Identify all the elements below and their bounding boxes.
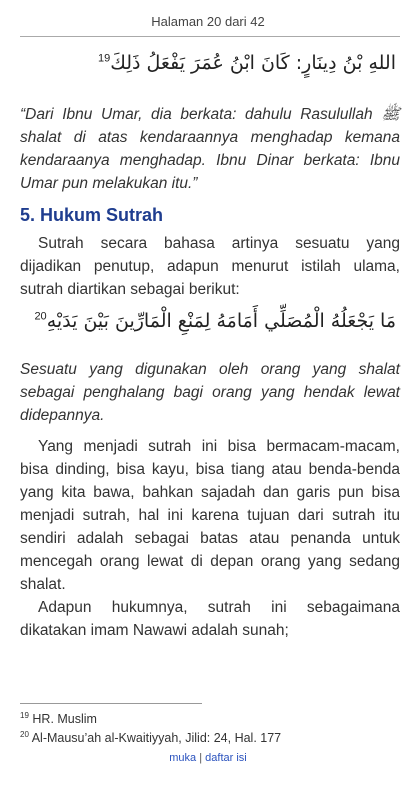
arabic-text-2-body: مَا يَجْعَلُهُ الْمُصَلِّي أَمَامَهُ لِمَنْعِ الْمَارِّينَ بَيْنَ يَدَيْهِ: [46, 310, 396, 332]
section-title: 5. Hukum Sutrah: [20, 205, 164, 225]
arabic-text-1: [20, 52, 396, 74]
footnote-19: [20, 711, 97, 726]
footnote-number: 20: [20, 730, 29, 739]
page-header: Halaman 20 dari 42: [151, 14, 265, 29]
footnote-text: HR. Muslim: [32, 712, 97, 727]
arabic-text-2: [20, 310, 396, 332]
table-of-contents-link[interactable]: daftar isi: [205, 752, 247, 764]
translation-quote-2: Sesuatu yang digunakan oleh orang yang shalat sebagai penghalang bagi orang yang hendak lewat didepannya.: [20, 361, 400, 424]
paragraph-examples: Yang menjadi sutrah ini bisa bermacam-macam, bisa dinding, bisa kayu, bisa tiang atau benda-benda yang kita bawa, bahkan sajadah dan garis pun bisa menjadi sutrah, hal ini karena tujuan dari sutrah itu sendiri adalah sebagai batas atau penanda untuk mencegah orang lewat di depan orang yang sedang shalat.: [20, 438, 400, 593]
header-divider: [20, 36, 400, 37]
translation-quote-1: “Dari Ibnu Umar, dia berkata: dahulu Rasulullah ﷺ shalat di atas kendaraannya menghadap kemana kendaraanya menghadap. Ibnu Dinar berkata: Ibnu Umar pun melakukan itu.”: [20, 106, 400, 192]
footnote-ref-20[interactable]: 20: [34, 310, 47, 323]
footnote-text: Al-Mausu’ah al-Kwaitiyyah, Jilid: 24, Hal. 177: [31, 731, 282, 746]
paragraph-ruling: Adapun hukumnya, sutrah ini sebagaimana dikatakan imam Nawawi adalah sunah;: [20, 599, 400, 639]
nav-separator: |: [199, 752, 203, 764]
footnote-20: [20, 730, 281, 745]
footnote-number: 19: [20, 711, 29, 720]
paragraph-definition: Sutrah secara bahasa artinya sesuatu yang dijadikan penutup, adapun menurut istilah ulama, sutrah diartikan sebagai berikut:: [20, 235, 400, 298]
footnote-ref-19[interactable]: 19: [97, 52, 111, 65]
first-page-link[interactable]: muka: [169, 752, 197, 764]
arabic-text-1-body: اللهِ بْنُ دِينَارٍ: كَانَ ابْنُ عُمَرَ يَفْعَلُ ذَلِكَ: [110, 52, 396, 74]
page-navigation: [0, 752, 416, 764]
footnote-divider: [20, 703, 202, 704]
